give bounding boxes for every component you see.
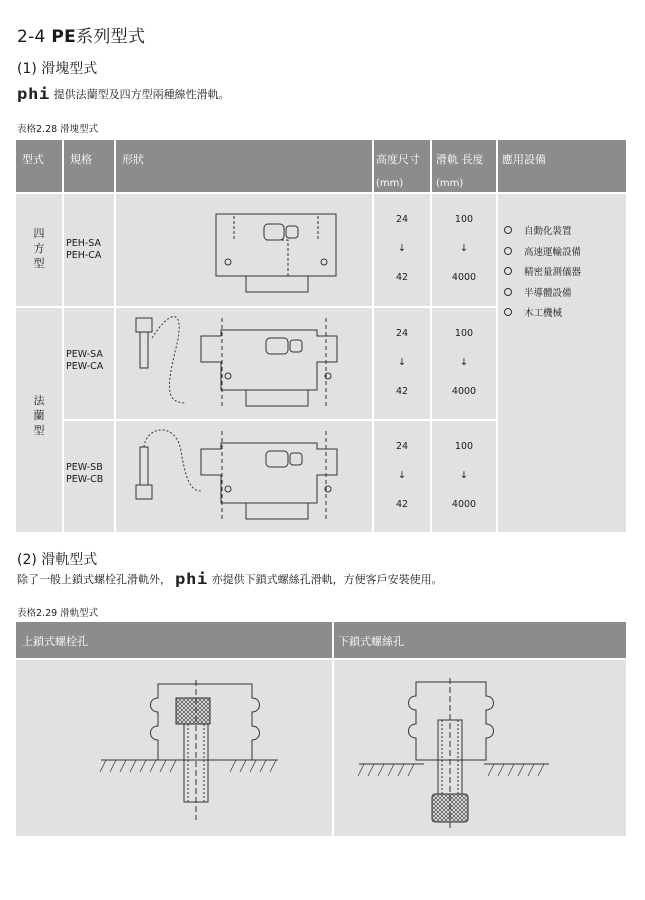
type-cell-square: 四 方 型 xyxy=(16,194,62,306)
rail-cell-bottom-lock xyxy=(334,660,626,836)
intro-text: 提供法蘭型及四方型兩種線性滑軌。 xyxy=(53,88,230,101)
circle-bullet-icon xyxy=(504,267,512,275)
table2-caption: 表格2.29 滑軌型式 xyxy=(17,608,99,619)
section1-title: (1) 滑塊型式 xyxy=(17,61,98,77)
intro-after: 亦提供下鎖式螺絲孔滑軌，方便客戶安裝使用。 xyxy=(211,573,443,586)
height-cell-1: 24 ↓ 42 xyxy=(374,194,430,306)
application-item: 精密量測儀器 xyxy=(504,263,581,284)
length-cell-2: 100 ↓ 4000 xyxy=(432,308,496,419)
length-cell-3: 100 ↓ 4000 xyxy=(432,421,496,532)
page-title xyxy=(17,22,145,47)
shape-cell-pew-a xyxy=(116,308,372,419)
spec-cell-peh: PEH-SA PEH-CA xyxy=(64,194,114,306)
series-name: PE xyxy=(51,27,77,47)
type-cell-flange: 法 蘭 型 xyxy=(16,308,62,532)
shape-cell-peh xyxy=(116,194,372,306)
section2-title: (2) 滑軌型式 xyxy=(17,552,98,568)
header-height: 高度尺寸 (mm) xyxy=(374,140,430,192)
phi-logo: phi xyxy=(175,570,208,588)
header-rail-length: 滑軌 長度 (mm) xyxy=(432,140,496,192)
title-suffix: 系列型式 xyxy=(76,27,146,47)
application-item: 半導體設備 xyxy=(504,284,581,305)
header-spec: 規格 xyxy=(64,140,114,192)
top-lock-rail-drawing xyxy=(16,660,332,836)
header-type: 型式 xyxy=(16,140,62,192)
intro-before: 除了一般上鎖式螺栓孔滑軌外， xyxy=(17,573,171,586)
rail-header-bottom-lock: 下鎖式螺絲孔 xyxy=(334,622,626,658)
table1-caption: 表格2.28 滑塊型式 xyxy=(17,124,99,135)
circle-bullet-icon xyxy=(504,308,512,316)
circle-bullet-icon xyxy=(504,247,512,255)
height-cell-2: 24 ↓ 42 xyxy=(374,308,430,419)
section-number: 2-4 xyxy=(17,27,46,47)
slider-type-table xyxy=(16,140,626,532)
header-shape: 形狀 xyxy=(116,140,372,192)
flange-block-bottom-bolt-drawing xyxy=(116,421,372,532)
application-item: 木工機械 xyxy=(504,304,581,325)
section1-intro xyxy=(17,85,230,103)
shape-cell-pew-b xyxy=(116,421,372,532)
flange-block-top-bolt-drawing xyxy=(116,308,372,419)
application-item: 自動化裝置 xyxy=(504,222,581,243)
circle-bullet-icon xyxy=(504,288,512,296)
height-cell-3: 24 ↓ 42 xyxy=(374,421,430,532)
application-cell xyxy=(498,194,626,532)
phi-logo: phi xyxy=(17,85,50,103)
square-block-drawing xyxy=(116,194,372,306)
application-list xyxy=(504,222,581,325)
spec-cell-pew-b: PEW-SB PEW-CB xyxy=(64,421,114,532)
length-cell-1: 100 ↓ 4000 xyxy=(432,194,496,306)
bottom-lock-rail-drawing xyxy=(334,660,626,836)
rail-cell-top-lock xyxy=(16,660,332,836)
header-application: 應用設備 xyxy=(498,140,626,192)
circle-bullet-icon xyxy=(504,226,512,234)
rail-header-top-lock: 上鎖式螺栓孔 xyxy=(16,622,332,658)
section2-intro xyxy=(17,570,443,588)
spec-cell-pew-a: PEW-SA PEW-CA xyxy=(64,308,114,419)
application-item: 高速運輸設備 xyxy=(504,243,581,264)
